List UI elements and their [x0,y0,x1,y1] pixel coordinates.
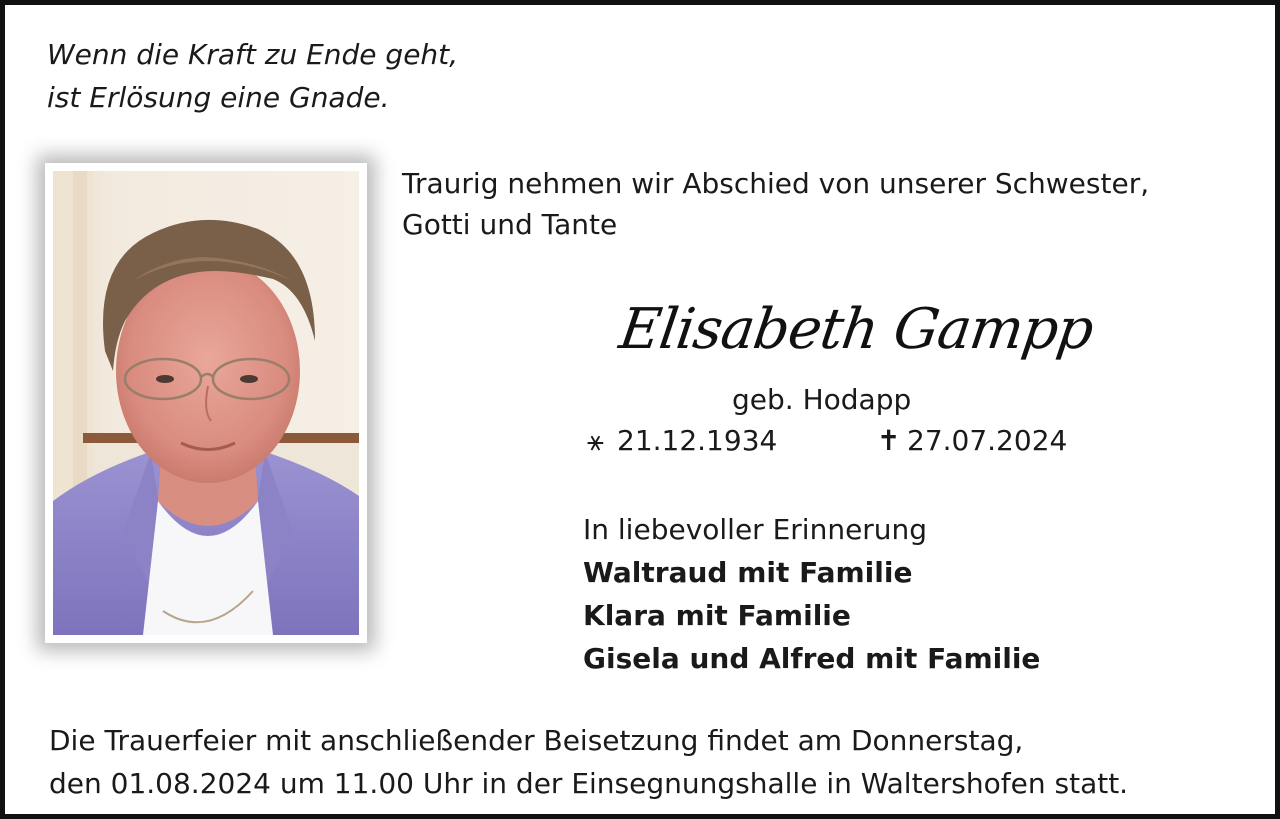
maiden-name: geb. Hodapp [732,383,912,416]
quote-line-1: Wenn die Kraft zu Ende geht, [47,38,459,71]
mourners-block [583,508,1040,680]
deceased-name: Elisabeth Gampp [615,297,1097,362]
intro-text [402,163,1149,245]
portrait-photo [53,171,359,635]
service-line-2: den 01.08.2024 um 11.00 Uhr in der Einsegnungshalle in Waltershofen statt. [49,767,1129,800]
birth-date-line [587,421,777,461]
memorial-quote [47,33,458,119]
birth-star-icon: ⚹ [587,424,604,457]
service-line-1: Die Trauerfeier mit anschließender Beisetzung findet am Donnerstag, [49,724,1024,757]
portrait-illustration [53,171,359,635]
death-date-line [877,421,1067,461]
mourner-family: Gisela und Alfred mit Familie [583,642,1041,675]
intro-line-1: Traurig nehmen wir Abschied von unserer Schwester, [402,167,1150,200]
death-cross-icon: ✝ [877,424,901,457]
mourner-family: Klara mit Familie [583,599,851,632]
birth-date: 21.12.1934 [617,424,778,457]
mourners-lead: In liebevoller Erinnerung [583,513,928,546]
intro-line-2: Gotti und Tante [402,208,618,241]
death-date: 27.07.2024 [907,424,1068,457]
service-info [49,719,1128,805]
mourner-family: Waltraud mit Familie [583,556,913,589]
quote-line-2: ist Erlösung eine Gnade. [47,81,390,114]
